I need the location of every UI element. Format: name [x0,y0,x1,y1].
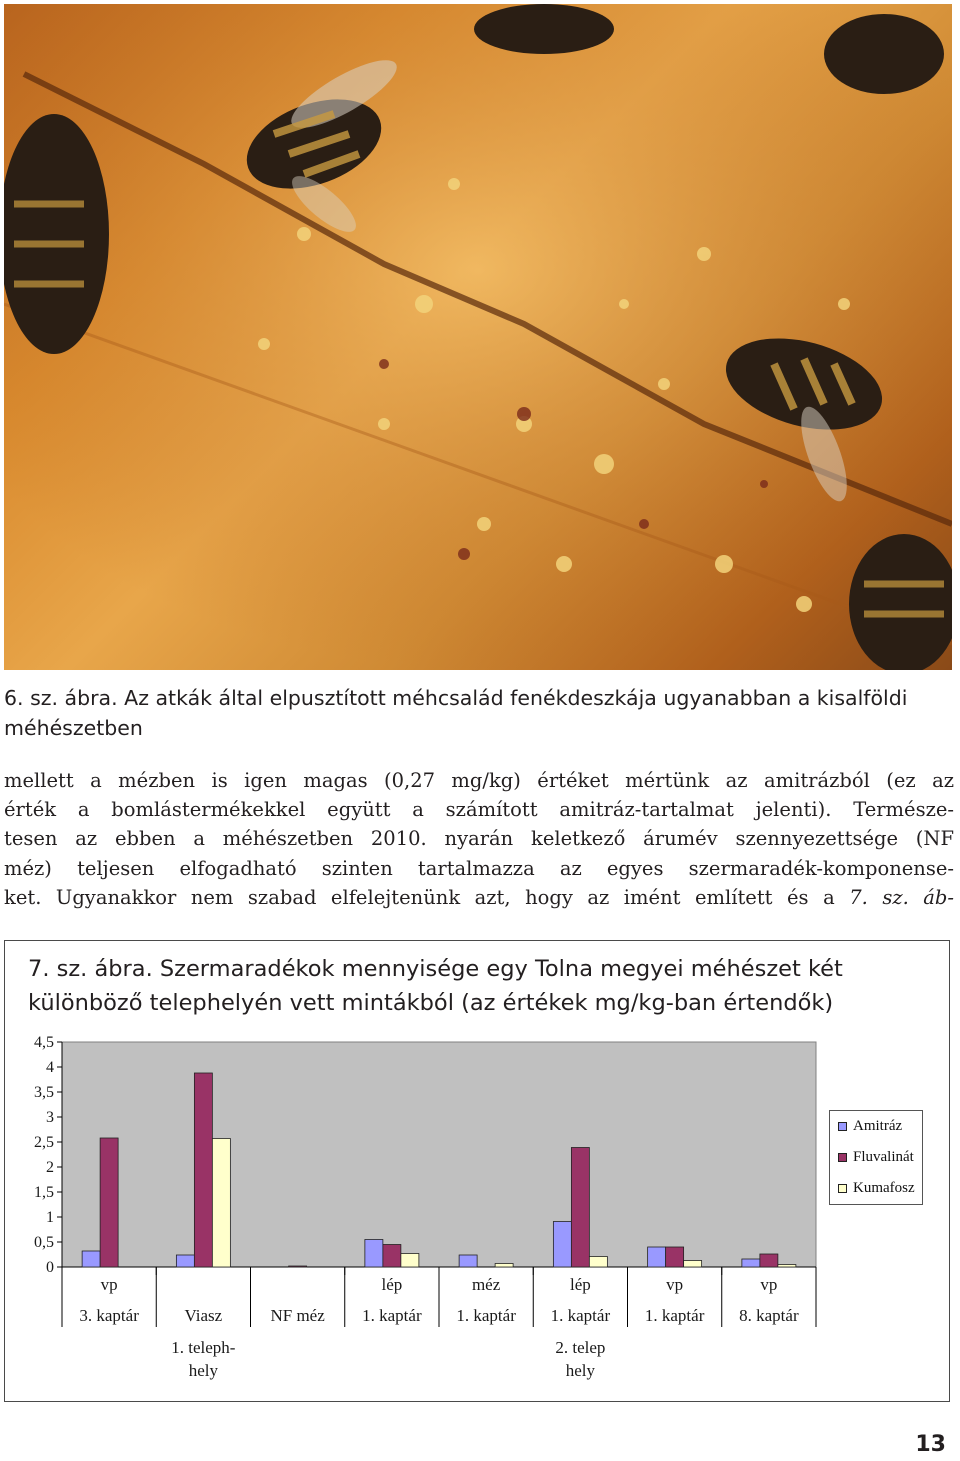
figure-reference: 7. sz. áb- [849,885,955,909]
y-tick-label: 3 [46,1109,54,1126]
category-label-1: méz [471,1275,501,1294]
bar-fluvalinát [383,1245,401,1268]
bar-kumafosz [212,1139,230,1268]
y-tick-label: 4 [46,1059,54,1076]
bar-kumafosz [589,1257,607,1268]
figure7-caption-lead: 7. sz. ábra. [28,956,153,982]
legend-swatch-amitraz [838,1122,847,1131]
y-tick-label: 2,5 [34,1134,54,1151]
category-label-1: lép [569,1275,591,1294]
residue-bar-chart [8,1030,828,1390]
bar-kumafosz [778,1265,796,1268]
body-line-3: tesen az ebben a méhészetben 2010. nyarán keletkező árumév szennyezettsége (NF [4,827,954,851]
legend-label-amitraz: Amitráz [853,1117,903,1134]
category-label-2: 8. kaptár [739,1306,799,1325]
bee-3 [4,114,109,354]
category-label-1: vp [760,1275,778,1294]
body-line-2: érték a bomlástermékekkel együtt a számított amitráz-tartalmat jelenti). Természe- [4,798,954,822]
body-paragraph [4,766,954,912]
category-label-2: 3. kaptár [79,1306,139,1325]
bar-fluvalinát [100,1138,118,1267]
bar-fluvalinát [571,1148,589,1268]
body-line-5-text: ket. Ugyanakkor nem szabad elfelejtenünk azt, hogy az imént említett és a [4,885,835,909]
plot-area [62,1042,816,1267]
legend-swatch-fluvalinat [838,1153,847,1162]
figure6-caption-text: Az atkák által elpusztított méhcsalád fenékdeszkája ugyanabban a kisalföldi méhészetben [4,686,908,740]
bar-fluvalinát [760,1254,778,1267]
legend-label-kumafosz: Kumafosz [853,1179,915,1196]
page-number: 13 [915,1432,946,1457]
bar-amitráz [82,1251,100,1267]
category-label-2: 1. kaptár [550,1306,611,1325]
category-label-1: lép [381,1275,403,1294]
category-label-2: 1. kaptár [456,1306,516,1325]
bar-amitráz [742,1259,760,1267]
legend-item-fluvalinat [838,1146,914,1168]
group-label: hely [565,1361,596,1380]
legend-item-amitraz [838,1115,902,1137]
y-tick-label: 1,5 [34,1184,54,1201]
y-tick-label: 3,5 [34,1084,54,1101]
bar-amitráz [648,1247,666,1267]
body-line-1: mellett a mézben is igen magas (0,27 mg/kg) értéket mértünk az amitrázból (ez az [4,769,954,792]
y-tick-label: 4,5 [34,1034,54,1051]
category-label-2: 1. kaptár [644,1306,705,1325]
legend-swatch-kumafosz [838,1184,847,1193]
bar-amitráz [365,1240,383,1268]
bar-kumafosz [401,1254,419,1268]
bar-kumafosz [684,1261,702,1268]
category-label-1: vp [100,1275,118,1294]
bar-kumafosz [495,1264,513,1268]
group-label: 1. teleph- [171,1338,236,1357]
bar-amitráz [553,1222,571,1268]
figure7-caption-text: Szermaradékok mennyisége egy Tolna megyei méhészet két különböző telephelyén vett mintákból (az értékek mg/kg-ban értendők) [28,956,843,1016]
chart-legend [829,1110,923,1205]
figure7-caption [28,952,938,1020]
bar-amitráz [176,1255,194,1267]
category-label-2: 1. kaptár [362,1306,422,1325]
legend-label-fluvalinat: Fluvalinát [853,1148,914,1165]
body-line-4: méz) teljesen elfogadható szinten tartalmazza az egyes szermaradék-komponense- [4,856,954,880]
category-label-2: NF méz [270,1306,325,1325]
group-label: 2. telep [555,1338,606,1357]
bar-fluvalinát [666,1247,684,1267]
category-label-2: Viasz [184,1306,223,1325]
photo-illustration [4,4,952,670]
legend-item-kumafosz [838,1177,915,1199]
figure6-caption-lead: 6. sz. ábra. [4,686,118,710]
y-tick-label: 2 [46,1159,54,1176]
body-line-5 [4,883,954,912]
bar-fluvalinát [194,1073,212,1267]
category-label-1: vp [666,1275,684,1294]
y-tick-label: 0 [46,1259,54,1276]
figure6-caption [4,683,954,743]
bar-fluvalinát [289,1266,307,1267]
y-tick-label: 0,5 [34,1234,54,1251]
group-label: hely [188,1361,219,1380]
y-tick-label: 1 [46,1209,54,1226]
bar-amitráz [459,1255,477,1267]
photo-hive-bottom-board [4,4,952,670]
